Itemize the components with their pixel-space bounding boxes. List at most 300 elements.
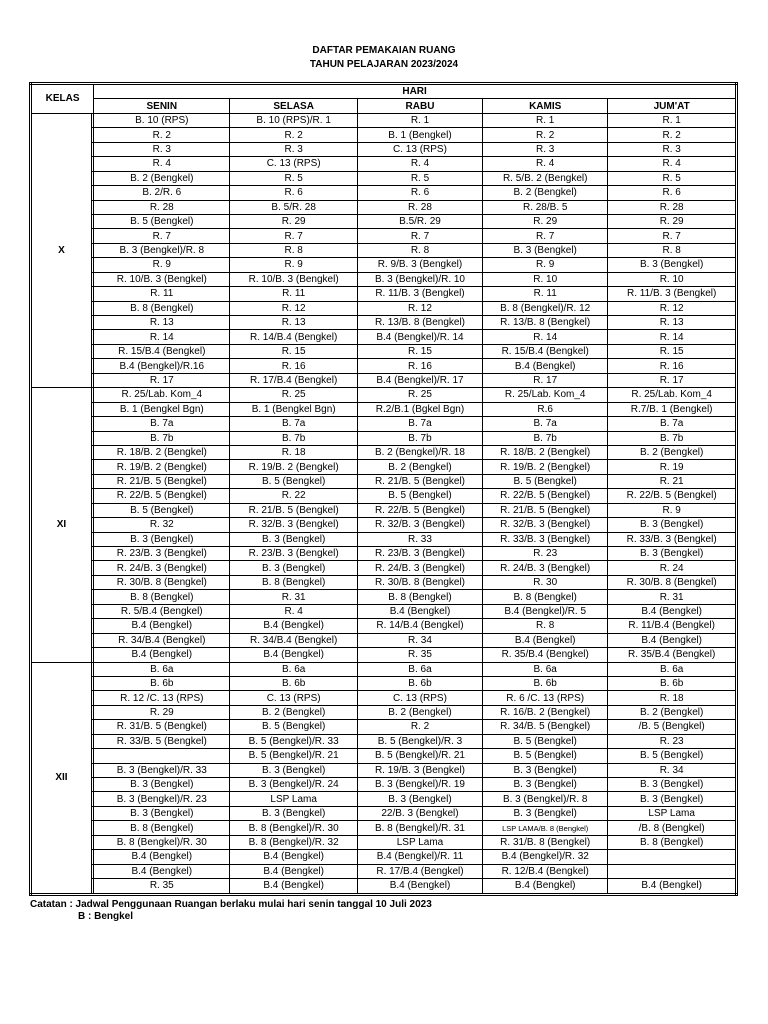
room-cell: R. 5: [357, 171, 482, 185]
room-cell: B. 8 (Bengkel): [94, 301, 230, 315]
room-cell: B. 3 (Bengkel)/R. 10: [357, 272, 482, 286]
room-cell: B. 3 (Bengkel)/R. 24: [230, 778, 357, 792]
room-cell: B. 5 (Bengkel): [230, 720, 357, 734]
notes: [30, 899, 432, 923]
room-cell: R. 4: [94, 157, 230, 171]
room-cell: B. 7a: [608, 417, 737, 431]
room-cell: B. 8 (Bengkel): [94, 821, 230, 835]
room-cell: LSP Lama: [357, 835, 482, 849]
room-cell: R. 16: [608, 359, 737, 373]
table-row: [31, 243, 737, 257]
room-cell: [608, 850, 737, 864]
room-cell: R. 32/B. 3 (Bengkel): [230, 518, 357, 532]
room-cell: R. 2: [230, 128, 357, 142]
room-cell: R. 4: [357, 157, 482, 171]
room-cell: R. 31/B. 8 (Bengkel): [483, 835, 608, 849]
table-row: [31, 417, 737, 431]
room-cell: B. 3 (Bengkel)/R. 19: [357, 778, 482, 792]
room-cell: B.4 (Bengkel)/R. 14: [357, 330, 482, 344]
room-cell: B. 6a: [483, 662, 608, 676]
room-cell: R. 29: [230, 214, 357, 228]
room-cell: R. 17: [94, 373, 230, 387]
table-row: [31, 792, 737, 806]
room-cell: R. 34/B.4 (Bengkel): [94, 633, 230, 647]
room-cell: R. 7: [483, 229, 608, 243]
table-row: [31, 705, 737, 719]
room-cell: R. 10: [483, 272, 608, 286]
room-cell: R. 8: [608, 243, 737, 257]
room-cell: R. 6 /C. 13 (RPS): [483, 691, 608, 705]
table-row: [31, 489, 737, 503]
room-cell: R. 34/B.4 (Bengkel): [230, 633, 357, 647]
room-cell: R. 9: [608, 503, 737, 517]
room-cell: R. 30/B. 8 (Bengkel): [608, 575, 737, 589]
room-cell: R. 15/B.4 (Bengkel): [94, 344, 230, 358]
room-cell: R. 5/B. 2 (Bengkel): [483, 171, 608, 185]
table-row: [31, 503, 737, 517]
room-cell: R. 23: [483, 547, 608, 561]
room-cell: B. 2 (Bengkel)/R. 18: [357, 445, 482, 459]
room-cell: R. 34: [608, 763, 737, 777]
room-cell: B. 3 (Bengkel)/R. 8: [94, 243, 230, 257]
room-cell: R. 23/B. 3 (Bengkel): [230, 547, 357, 561]
room-cell: R. 3: [230, 142, 357, 156]
room-cell: B. 5/R. 28: [230, 200, 357, 214]
header-kelas: KELAS: [31, 84, 94, 114]
room-usage-table: [29, 82, 738, 896]
room-cell: B. 2 (Bengkel): [94, 171, 230, 185]
room-cell: B. 2 (Bengkel): [483, 186, 608, 200]
room-cell: B.4 (Bengkel): [94, 648, 230, 662]
table-row: [31, 561, 737, 575]
room-cell: B. 5 (Bengkel): [94, 503, 230, 517]
room-cell: R. 23/B. 3 (Bengkel): [94, 547, 230, 561]
table-row: [31, 460, 737, 474]
room-cell: R. 11/B.4 (Bengkel): [608, 619, 737, 633]
room-cell: R. 3: [94, 142, 230, 156]
room-cell: B. 7b: [608, 431, 737, 445]
room-cell: B. 2 (Bengkel): [608, 705, 737, 719]
room-cell: B. 6b: [483, 676, 608, 690]
room-cell: B. 3 (Bengkel): [230, 806, 357, 820]
table-row: [31, 113, 737, 127]
room-cell: B. 8 (Bengkel)/R. 32: [230, 835, 357, 849]
room-cell: R. 34/B. 5 (Bengkel): [483, 720, 608, 734]
room-cell: R. 10/B. 3 (Bengkel): [94, 272, 230, 286]
room-cell: B. 3 (Bengkel): [608, 792, 737, 806]
room-cell: B. 5 (Bengkel): [483, 749, 608, 763]
table-row: [31, 691, 737, 705]
room-cell: B. 2 (Bengkel): [357, 460, 482, 474]
room-cell: R. 34: [357, 633, 482, 647]
room-cell: R. 28: [608, 200, 737, 214]
room-cell: R.7/B. 1 (Bengkel): [608, 402, 737, 416]
room-cell: B.4 (Bengkel): [357, 604, 482, 618]
table-row: [31, 879, 737, 894]
room-cell: B.4 (Bengkel): [94, 850, 230, 864]
document-subtitle: TAHUN PELAJARAN 2023/2024: [309, 59, 459, 70]
room-cell: R. 4: [483, 157, 608, 171]
table-row: [31, 575, 737, 589]
room-cell: B.4 (Bengkel): [357, 879, 482, 894]
room-cell: R. 13: [94, 316, 230, 330]
room-cell: B. 7b: [483, 431, 608, 445]
room-cell: B. 3 (Bengkel): [608, 518, 737, 532]
header-hari: HARI: [94, 84, 737, 99]
table-row: [31, 604, 737, 618]
table-row: [31, 200, 737, 214]
room-cell: B.4 (Bengkel)/R.16: [94, 359, 230, 373]
table-row: [31, 648, 737, 662]
room-cell: R. 29: [483, 214, 608, 228]
room-cell: B. 3 (Bengkel): [94, 806, 230, 820]
room-cell: R. 18/B. 2 (Bengkel): [94, 445, 230, 459]
room-cell: R. 9: [94, 258, 230, 272]
room-cell: LSP LAMA/B. 8 (Bengkel): [483, 821, 608, 835]
room-cell: R. 1: [608, 113, 737, 127]
room-cell: B. 8 (Bengkel)/R. 31: [357, 821, 482, 835]
table-row: [31, 373, 737, 387]
room-cell: B. 2 (Bengkel): [357, 705, 482, 719]
room-cell: B. 6a: [94, 662, 230, 676]
table-row: [31, 532, 737, 546]
document-title-block: [0, 44, 768, 72]
room-cell: R. 23/B. 3 (Bengkel): [357, 547, 482, 561]
table-row: [31, 171, 737, 185]
room-cell: B.4 (Bengkel): [230, 619, 357, 633]
table-row: [31, 763, 737, 777]
room-cell: B.4 (Bengkel): [94, 864, 230, 878]
room-cell: R. 11/B. 3 (Bengkel): [608, 287, 737, 301]
room-cell: R. 31: [608, 590, 737, 604]
room-cell: B.5/R. 29: [357, 214, 482, 228]
room-cell: B. 2 (Bengkel): [608, 445, 737, 459]
table-row: [31, 214, 737, 228]
table-row: [31, 474, 737, 488]
room-cell: R. 33/B. 5 (Bengkel): [94, 734, 230, 748]
room-cell: B.4 (Bengkel): [608, 604, 737, 618]
note-catatan: Catatan : Jadwal Penggunaan Ruangan berlaku mulai hari senin tanggal 10 Juli 2023: [30, 899, 432, 910]
table-row: [31, 402, 737, 416]
room-cell: B.4 (Bengkel)/R. 17: [357, 373, 482, 387]
room-cell: R. 13/B. 8 (Bengkel): [357, 316, 482, 330]
table-row: [31, 619, 737, 633]
room-cell: R. 15: [608, 344, 737, 358]
table-row: [31, 445, 737, 459]
room-cell: B. 7a: [94, 417, 230, 431]
room-cell: R. 14/B.4 (Bengkel): [357, 619, 482, 633]
room-cell: R. 19/B. 2 (Bengkel): [94, 460, 230, 474]
room-cell: B. 5 (Bengkel): [483, 734, 608, 748]
room-cell: B. 5 (Bengkel): [94, 214, 230, 228]
table-row: [31, 431, 737, 445]
room-cell: B.4 (Bengkel): [230, 864, 357, 878]
room-cell: R. 18/B. 2 (Bengkel): [483, 445, 608, 459]
room-cell: R. 33/B. 3 (Bengkel): [608, 532, 737, 546]
header-day: SELASA: [230, 99, 357, 113]
room-cell: R. 35/B.4 (Bengkel): [483, 648, 608, 662]
room-cell: [94, 749, 230, 763]
room-cell: B.4 (Bengkel): [230, 850, 357, 864]
room-cell: R. 8: [483, 619, 608, 633]
room-cell: B. 7a: [357, 417, 482, 431]
room-cell: LSP Lama: [608, 806, 737, 820]
room-cell: R. 7: [608, 229, 737, 243]
room-cell: B. 3 (Bengkel): [357, 792, 482, 806]
room-cell: B. 5 (Bengkel)/R. 21: [357, 749, 482, 763]
room-cell: R. 35: [357, 648, 482, 662]
room-cell: B. 8 (Bengkel): [608, 835, 737, 849]
room-cell: R. 4: [608, 157, 737, 171]
room-cell: R. 31/B. 5 (Bengkel): [94, 720, 230, 734]
grade-label: X: [31, 113, 92, 387]
room-cell: B. 3 (Bengkel): [483, 806, 608, 820]
room-cell: R. 9/B. 3 (Bengkel): [357, 258, 482, 272]
room-cell: B. 3 (Bengkel): [230, 763, 357, 777]
room-cell: B. 3 (Bengkel)/R. 33: [94, 763, 230, 777]
room-cell: R. 9: [483, 258, 608, 272]
room-cell: R. 12/B.4 (Bengkel): [483, 864, 608, 878]
room-cell: B. 10 (RPS): [94, 113, 230, 127]
room-cell: B. 7b: [230, 431, 357, 445]
table-row: [31, 547, 737, 561]
room-cell: R. 28: [357, 200, 482, 214]
room-cell: R. 18: [608, 691, 737, 705]
room-cell: R. 29: [94, 705, 230, 719]
table-row: [31, 864, 737, 878]
room-cell: R. 22: [230, 489, 357, 503]
table-row: [31, 272, 737, 286]
room-cell: B.4 (Bengkel): [230, 879, 357, 894]
room-cell: R. 12: [230, 301, 357, 315]
room-cell: R. 13: [608, 316, 737, 330]
table-row: [31, 186, 737, 200]
table-row: [31, 388, 737, 402]
room-cell: R. 28: [94, 200, 230, 214]
room-cell: R. 5: [608, 171, 737, 185]
room-cell: R. 4: [230, 604, 357, 618]
room-cell: R. 15: [230, 344, 357, 358]
room-cell: R. 32: [94, 518, 230, 532]
room-cell: R. 7: [357, 229, 482, 243]
room-cell: R. 25: [230, 388, 357, 402]
room-cell: R. 28/B. 5: [483, 200, 608, 214]
table-row: [31, 359, 737, 373]
room-cell: R. 19/B. 2 (Bengkel): [483, 460, 608, 474]
table-row: [31, 749, 737, 763]
table-row: [31, 287, 737, 301]
room-cell: R. 10/B. 3 (Bengkel): [230, 272, 357, 286]
room-cell: R. 18: [230, 445, 357, 459]
table-row: [31, 142, 737, 156]
room-cell: B. 6b: [230, 676, 357, 690]
room-cell: R. 25: [357, 388, 482, 402]
room-cell: R. 15/B.4 (Bengkel): [483, 344, 608, 358]
room-cell: R. 5/B.4 (Bengkel): [94, 604, 230, 618]
room-cell: R. 24: [608, 561, 737, 575]
room-cell: R. 12 /C. 13 (RPS): [94, 691, 230, 705]
schedule-body: [31, 113, 737, 894]
room-cell: R. 3: [483, 142, 608, 156]
room-cell: B. 6a: [230, 662, 357, 676]
room-cell: R. 21/B. 5 (Bengkel): [230, 503, 357, 517]
room-cell: R. 21/B. 5 (Bengkel): [483, 503, 608, 517]
room-cell: R. 25/Lab. Kom_4: [608, 388, 737, 402]
document-title: DAFTAR PEMAKAIAN RUANG: [312, 45, 456, 56]
room-cell: 22/B. 3 (Bengkel): [357, 806, 482, 820]
room-cell: R. 24/B. 3 (Bengkel): [94, 561, 230, 575]
table-row: [31, 633, 737, 647]
room-cell: R. 16: [230, 359, 357, 373]
table-row: [31, 734, 737, 748]
room-cell: R. 19/B. 3 (Bengkel): [357, 763, 482, 777]
room-cell: B. 6a: [608, 662, 737, 676]
room-cell: R. 11: [483, 287, 608, 301]
room-cell: R. 5: [230, 171, 357, 185]
room-cell: R. 8: [230, 243, 357, 257]
room-cell: B.4 (Bengkel): [483, 633, 608, 647]
room-cell: R. 19: [608, 460, 737, 474]
room-cell: R. 13: [230, 316, 357, 330]
room-cell: R. 32/B. 3 (Bengkel): [483, 518, 608, 532]
room-cell: B. 5 (Bengkel)/R. 3: [357, 734, 482, 748]
room-cell: B. 8 (Bengkel): [357, 590, 482, 604]
room-cell: B.4 (Bengkel)/R. 32: [483, 850, 608, 864]
room-cell: R. 24/B. 3 (Bengkel): [357, 561, 482, 575]
room-cell: R. 2: [94, 128, 230, 142]
room-cell: B. 5 (Bengkel)/R. 21: [230, 749, 357, 763]
table-row: [31, 850, 737, 864]
room-cell: B. 3 (Bengkel): [94, 778, 230, 792]
room-cell: B.4 (Bengkel): [608, 879, 737, 894]
room-cell: B. 6b: [94, 676, 230, 690]
room-cell: B. 2/R. 6: [94, 186, 230, 200]
table-row: [31, 518, 737, 532]
room-cell: R. 11: [230, 287, 357, 301]
room-cell: B.4 (Bengkel)/R. 11: [357, 850, 482, 864]
room-cell: R. 22/B. 5 (Bengkel): [94, 489, 230, 503]
room-cell: R. 21/B. 5 (Bengkel): [94, 474, 230, 488]
schedule-table-wrapper: [29, 82, 738, 896]
table-row: [31, 720, 737, 734]
room-cell: R. 17/B.4 (Bengkel): [357, 864, 482, 878]
room-cell: B. 6b: [608, 676, 737, 690]
table-row: [31, 128, 737, 142]
room-cell: R. 15: [357, 344, 482, 358]
room-cell: R. 12: [608, 301, 737, 315]
room-cell: R. 3: [608, 142, 737, 156]
room-cell: R. 11/B. 3 (Bengkel): [357, 287, 482, 301]
table-row: [31, 676, 737, 690]
grade-label: XI: [31, 388, 92, 662]
room-cell: R. 35: [94, 879, 230, 894]
table-row: [31, 590, 737, 604]
room-cell: B. 6b: [357, 676, 482, 690]
room-cell: C. 13 (RPS): [230, 157, 357, 171]
room-cell: R. 11: [94, 287, 230, 301]
room-cell: B. 8 (Bengkel)/R. 12: [483, 301, 608, 315]
room-cell: R.2/B.1 (Bgkel Bgn): [357, 402, 482, 416]
table-row: [31, 778, 737, 792]
room-cell: /B. 8 (Bengkel): [608, 821, 737, 835]
room-cell: B. 7b: [357, 431, 482, 445]
room-cell: R. 21: [608, 474, 737, 488]
room-cell: R. 1: [483, 113, 608, 127]
room-cell: R. 19/B. 2 (Bengkel): [230, 460, 357, 474]
room-cell: B. 10 (RPS)/R. 1: [230, 113, 357, 127]
room-cell: R. 29: [608, 214, 737, 228]
room-cell: R. 14: [94, 330, 230, 344]
table-row: [31, 316, 737, 330]
room-cell: R. 22/B. 5 (Bengkel): [483, 489, 608, 503]
room-cell: B. 3 (Bengkel): [483, 243, 608, 257]
room-cell: R. 10: [608, 272, 737, 286]
room-cell: R. 7: [230, 229, 357, 243]
room-cell: B. 3 (Bengkel)/R. 23: [94, 792, 230, 806]
room-cell: B.4 (Bengkel): [94, 619, 230, 633]
room-cell: B. 5 (Bengkel): [357, 489, 482, 503]
room-cell: B. 3 (Bengkel): [230, 561, 357, 575]
header-day: RABU: [357, 99, 482, 113]
room-cell: B.4 (Bengkel)/R. 5: [483, 604, 608, 618]
room-cell: B. 5 (Bengkel): [608, 749, 737, 763]
header-row-2: [31, 99, 737, 113]
room-cell: R. 21/B. 5 (Bengkel): [357, 474, 482, 488]
room-cell: B. 1 (Bengkel): [357, 128, 482, 142]
grade-label: XII: [31, 662, 92, 894]
room-cell: B.4 (Bengkel): [230, 648, 357, 662]
room-cell: R. 7: [94, 229, 230, 243]
room-cell: B. 8 (Bengkel): [483, 590, 608, 604]
room-cell: R. 2: [608, 128, 737, 142]
table-row: [31, 806, 737, 820]
room-cell: B. 5 (Bengkel): [230, 474, 357, 488]
room-cell: B. 7a: [483, 417, 608, 431]
room-cell: R. 6: [608, 186, 737, 200]
room-cell: B. 2 (Bengkel): [230, 705, 357, 719]
table-row: [31, 157, 737, 171]
room-cell: R. 12: [357, 301, 482, 315]
room-cell: R. 6: [230, 186, 357, 200]
room-cell: C. 13 (RPS): [357, 142, 482, 156]
room-cell: B. 3 (Bengkel): [608, 547, 737, 561]
room-cell: R. 14: [608, 330, 737, 344]
room-cell: B. 3 (Bengkel): [483, 778, 608, 792]
room-cell: R. 13/B. 8 (Bengkel): [483, 316, 608, 330]
room-cell: R. 9: [230, 258, 357, 272]
header-day: JUM'AT: [608, 99, 737, 113]
room-cell: B. 6a: [357, 662, 482, 676]
room-cell: R. 33: [357, 532, 482, 546]
room-cell: B. 3 (Bengkel): [608, 258, 737, 272]
room-cell: B. 8 (Bengkel): [94, 590, 230, 604]
room-cell: R. 17: [483, 373, 608, 387]
room-cell: R. 16: [357, 359, 482, 373]
room-cell: R. 31: [230, 590, 357, 604]
room-cell: B.4 (Bengkel): [483, 879, 608, 894]
table-row: [31, 330, 737, 344]
room-cell: R. 35/B.4 (Bengkel): [608, 648, 737, 662]
room-cell: B. 8 (Bengkel)/R. 30: [94, 835, 230, 849]
room-cell: R. 30: [483, 575, 608, 589]
table-row: [31, 229, 737, 243]
room-cell: R. 30/B. 8 (Bengkel): [94, 575, 230, 589]
room-cell: B. 7a: [230, 417, 357, 431]
room-cell: B.4 (Bengkel): [483, 359, 608, 373]
room-cell: B. 3 (Bengkel)/R. 8: [483, 792, 608, 806]
room-cell: R. 16/B. 2 (Bengkel): [483, 705, 608, 719]
room-cell: B. 7b: [94, 431, 230, 445]
